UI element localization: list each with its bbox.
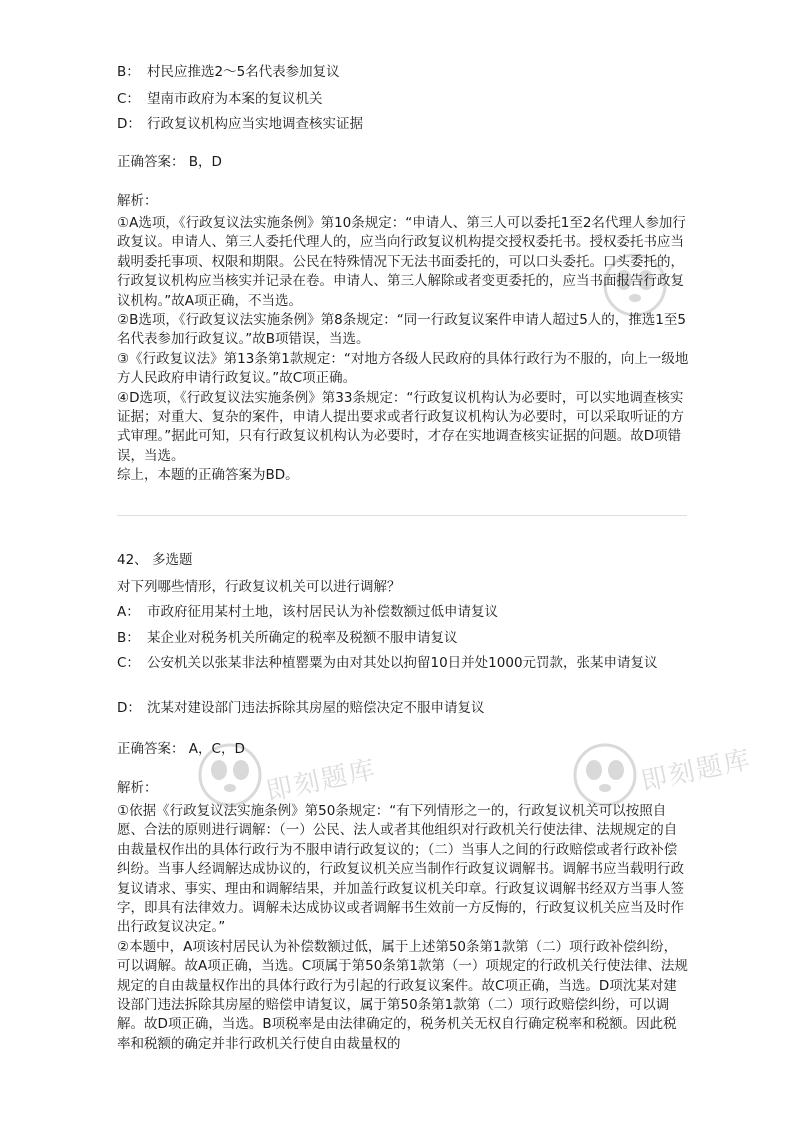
watermark-text-right: 即刻题库 [638, 744, 755, 798]
q41-analysis-title: 解析： [117, 193, 158, 209]
q41-answer: 正确答案： B，D [117, 154, 222, 170]
q42-header: 42、 多选题 [117, 552, 193, 568]
q42-analysis-title: 解析： [117, 780, 158, 796]
analysis-paragraph: ④D选项，《行政复议法实施条例》第33条规定：“行政复议机构认为必要时，可以实地调查核实证据；对重大、复杂的案件，申请人提出要求或者行政复议机构认为必要时，可以采取听证的方式审理。”据此可知，只有行政复议机构认为必要时，才存在实地调查核实证据的问题。故D项错误，当选。 [117, 389, 684, 464]
analysis-paragraph: 综上，本题的正确答案为BD。 [117, 467, 299, 484]
question-divider [117, 515, 687, 516]
analysis-paragraph: ①依据《行政复议法实施条例》第50条规定：“有下列情形之一的，行政复议机关可以按照自愿、合法的原则进行调解：（一）公民、法人或者其他组织对行政机关行使法律、法规规定的自由裁量权作出的具体行政行为不服申请行政复议的；（二）当事人之间的行政赔偿或者行政补偿纠纷。当事人经调解达成协议的，行政复议机关应当制作行政复议调解书。调解书应当载明行政复议请求、事实、理由和调解结果，并加盖行政复议机关印章。行政复议调解书经双方当事人签字，即具有法律效力。调解未达成协议或者调解书生效前一方反悔的，行政复议机关应当及时作出行政复议决定。” [117, 803, 684, 936]
q42-option-d: D： 沈某对建设部门违法拆除其房屋的赔偿决定不服申请复议 [117, 700, 485, 716]
analysis-paragraph: ①A选项，《行政复议法实施条例》第10条规定：“申请人、第三人可以委托1至2名代理人参加行政复议。申请人、第三人委托代理人的，应当向行政复议机构提交授权委托书。授权委托书应当载明委托事项、权限和期限。公民在特殊情况下无法书面委托的，可以口头委托。口头委托的，行政复议机构应当核实并记录在卷。申请人、第三人解除或者变更委托的，应当书面报告行政复议机构。”故A项正确，不当选。 [117, 215, 686, 309]
q42-option-c: C： 公安机关以张某非法种植罂粟为由对其处以拘留10日并处1000元罚款，张某申请复议 [117, 655, 658, 671]
q42-stem: 对下列哪些情形，行政复议机关可以进行调解？ [117, 579, 401, 595]
analysis-paragraph: ③《行政复议法》第13条第1款规定：“对地方各级人民政府的具体行政行为不服的，向上一级地方人民政府申请行政复议。”故C项正确。 [117, 350, 689, 387]
analysis-paragraph: ②本题中，A项该村居民认为补偿数额过低，属于上述第50条第1款第（二）项行政补偿纠纷，可以调解。故A项正确，当选。C项属于第50条第1款第（一）项规定的行政机关行使法律、法规规定的自由裁量权作出的具体行政行为引起的行政复议案件。故C项正确，当选。D项沈某对建设部门违法拆除其房屋的赔偿申请复议，属于第50条第1款第（二）项行政赔偿纠纷，可以调解。故D项正确，当选。B项税率是由法律确定的，税务机关无权自行确定税率和税额。因此税率和税额的确定并非行政机关行使自由裁量权的 [117, 938, 688, 1052]
q41-option-c: C： 望南市政府为本案的复议机关 [117, 91, 323, 107]
q42-option-b: B： 某企业对税务机关所确定的税率及税额不服申请复议 [117, 630, 458, 646]
q41-option-d: D： 行政复议机构应当实地调查核实证据 [117, 116, 363, 132]
panda-logo-icon [570, 740, 640, 810]
analysis-paragraph: ②B选项，《行政复议法实施条例》第8条规定：“同一行政复议案件申请人超过5人的，推选1至5名代表参加行政复议。”故B项错误，当选。 [117, 312, 686, 348]
q42-option-a: A： 市政府征用某村土地，该村居民认为补偿数额过低申请复议 [117, 604, 498, 620]
q41-option-b: B： 村民应推选2～5名代表参加复议 [117, 64, 340, 80]
q42-analysis [117, 802, 689, 1054]
watermark-text-left: 即刻题库 [263, 754, 380, 808]
q42-answer: 正确答案： A，C，D [117, 741, 245, 757]
q41-analysis [117, 214, 689, 486]
